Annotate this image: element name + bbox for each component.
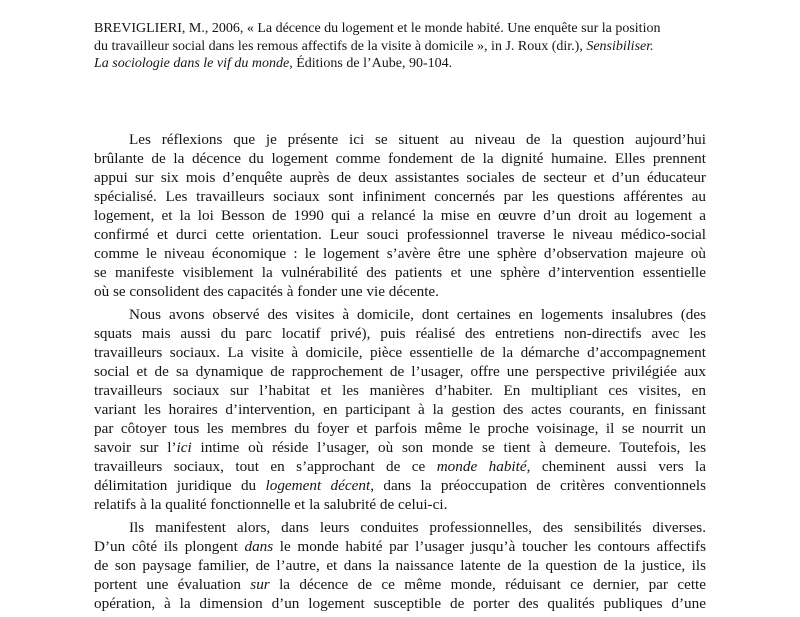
text-line [94,168,706,187]
italic-text-segment: sur [250,576,270,593]
text-segment: portent une évaluation [94,576,251,593]
text-segment: spécialisé. Les travailleurs sociaux sont infiniment concernés par les questions afférentes au [94,188,706,205]
text-segment: du travailleur social dans les remous affectifs de la visite à domicile », in J. Roux (dir.), [94,38,587,54]
text-segment: , Éditions de l’Aube, 90-104. [289,56,453,71]
document-body [94,130,706,617]
text-line [94,282,706,301]
italic-text-segment: ici [176,439,192,456]
text-line [94,130,706,149]
italic-text-segment: Sensibiliser. [586,38,654,54]
paragraph [94,305,706,514]
text-line [94,495,706,514]
text-line [94,362,706,381]
text-segment: Les réflexions que je présente ici se situent au niveau de la question aujourd’hui [129,131,706,148]
text-segment: brûlante de la décence du logement comme fondement de la dignité humaine. Elles prennent [94,150,706,167]
text-segment: où se consolident des capacités à fonder une vie décente. [94,283,439,300]
text-segment: Ils manifestent alors, dans leurs conduites professionnelles, des sensibilités diverses. [129,519,706,536]
text-segment: délimitation juridique du [94,477,266,494]
text-segment: Nous avons observé des visites à domicile, dont certaines en logements insalubres (des [129,306,706,323]
text-line [94,149,706,168]
italic-text-segment: dans [244,538,274,555]
text-line [94,438,706,457]
text-segment: appui sur six mois d’enquête auprès de deux assistantes sociales de secteur et d’un éducateur [94,169,706,186]
text-segment: confirmé et durci cette orientation. Leur souci professionnel traverse le niveau médico-social [94,226,706,243]
citation-line [94,38,734,56]
text-line [94,476,706,495]
italic-text-segment: logement décent [265,477,371,494]
text-segment: social et de sa dynamique de rapprochement de l’usager, offre une perspective privilégiée aux [94,363,706,380]
text-segment: relatifs à la qualité fonctionnelle et la salubrité de celui-ci. [94,496,448,513]
text-line [94,206,706,225]
text-segment: savoir sur l’ [94,439,177,456]
text-line [94,400,706,419]
text-line [94,225,706,244]
text-segment: opération, à la dimension d’un logement susceptible de porter des qualités publiques d’une [94,595,706,612]
text-segment: la décence de ce même monde, réduisant ce dernier, par cette [269,576,706,593]
text-line [94,263,706,282]
text-line [94,457,706,476]
text-segment: travailleurs sociaux sur l’habitat et les manières d’habiter. En multipliant ces visites, en [94,382,706,399]
text-segment: comme le niveau économique : le logement s’avère être une sphère d’observation majeure où [94,245,706,262]
italic-text-segment: monde habité [436,458,527,475]
text-segment: variant les horaires d’intervention, en participant à la gestion des actes courants, en finissant [94,401,706,418]
text-segment: travailleurs sociaux. La visite à domicile, pièce essentielle de la démarche d’accompagnement [94,344,706,361]
citation-line [94,55,734,73]
text-segment: squats mais aussi du parc locatif privé), puis réalisé des entretiens non-directifs avec les [94,325,706,342]
text-line [94,305,706,324]
text-line [94,518,706,537]
text-segment: intime où réside l’usager, où son monde se tient à demeure. Toutefois, les [191,439,706,456]
text-segment: logement, et la loi Besson de 1990 qui a relancé la mise en œuvre d’un droit au logement a [94,207,706,224]
text-segment: , cheminent aussi vers la [526,458,707,475]
text-line [94,381,706,400]
text-segment: BREVIGLIERI, M., 2006, « La décence du logement et le monde habité. Une enquête sur la position [94,21,661,36]
text-segment: travailleurs sociaux, tout en s’approchant de ce [94,458,437,475]
text-segment: de son paysage familier, de l’autre, et dans la naissance latente de la question de la justice, ils [94,557,706,574]
text-line [94,419,706,438]
italic-text-segment: La sociologie dans le vif du monde [94,56,290,71]
text-line [94,594,706,613]
citation-line [94,20,734,38]
text-line [94,556,706,575]
text-segment: , dans la préoccupation de critères conventionnels [370,477,706,494]
paragraph [94,518,706,613]
text-line [94,324,706,343]
text-line [94,343,706,362]
citation [94,20,734,73]
text-segment: le monde habité par l’usager jusqu’à toucher les contours affectifs [273,538,706,555]
text-segment: D’un côté ils plongent [94,538,245,555]
text-segment: se manifeste visiblement la vulnérabilité des patients et une sphère d’intervention essentielle [94,264,706,281]
text-line [94,537,706,556]
text-line [94,187,706,206]
text-line [94,244,706,263]
paragraph [94,130,706,301]
text-segment: par côtoyer tous les membres du foyer et parfois même le proche voisinage, il se nourrit un [94,420,706,437]
text-line [94,575,706,594]
